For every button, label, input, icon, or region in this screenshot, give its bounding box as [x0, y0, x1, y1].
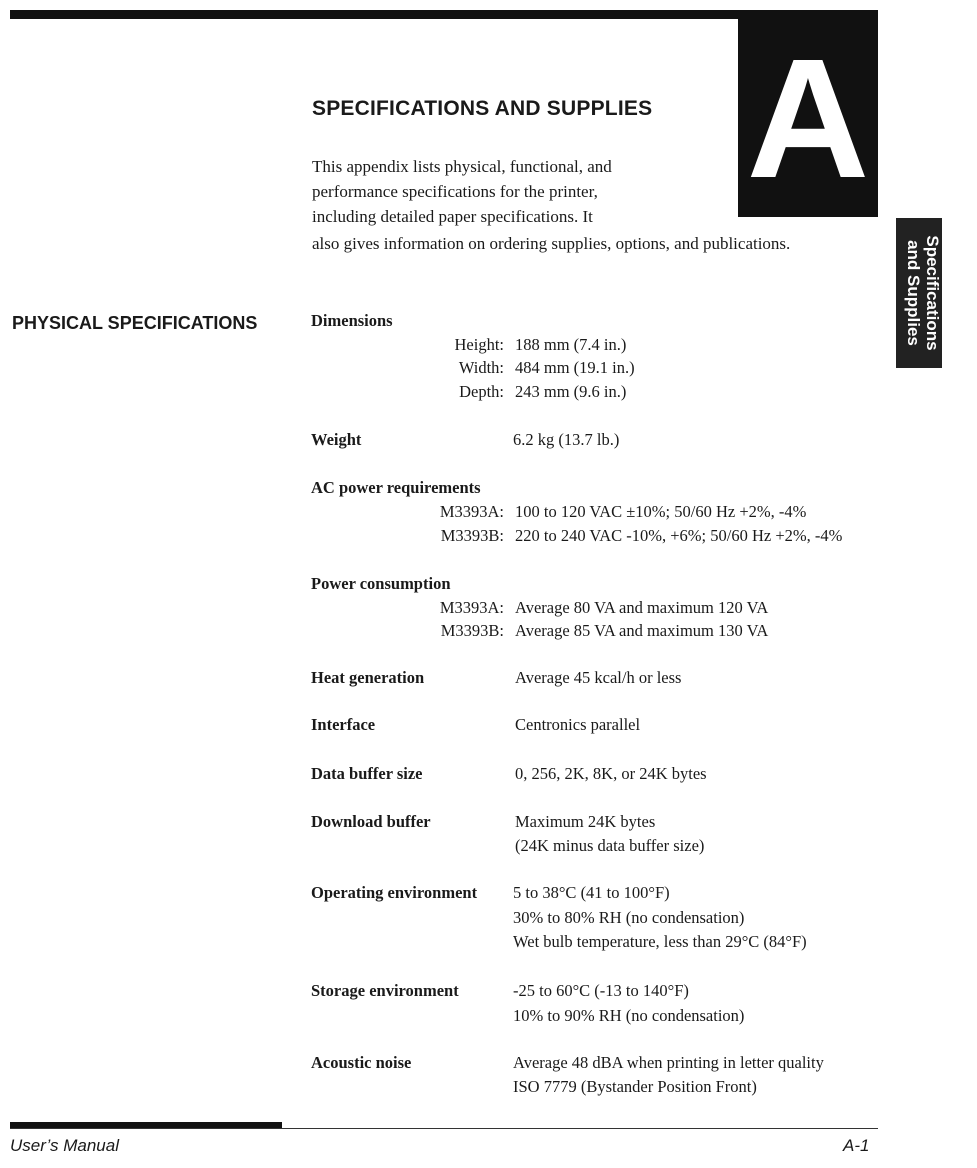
heat-label: Heat generation: [311, 668, 425, 687]
intro-line: This appendix lists physical, functional, and: [312, 157, 612, 176]
power-consumption-label: Power consumption: [311, 574, 451, 593]
dimensions-label: Dimensions: [311, 311, 393, 330]
data-buffer-value: 0, 256, 2K, 8K, or 24K bytes: [515, 764, 707, 783]
intro-line: including detailed paper specifications. It: [312, 207, 593, 226]
height-label: Height:: [454, 335, 504, 354]
heat-value: Average 45 kcal/h or less: [515, 668, 682, 687]
side-thumb-tab: [896, 218, 942, 368]
intro-line: also gives information on ordering supplies, options, and publications.: [312, 234, 791, 253]
weight-label: Weight: [311, 430, 362, 449]
data-buffer-label: Data buffer size: [311, 764, 423, 783]
footer-manual-name: User’s Manual: [10, 1136, 119, 1155]
ac-power-label: AC power requirements: [311, 478, 481, 497]
height-value: 188 mm (7.4 in.): [515, 335, 627, 354]
pc-model-a-value: Average 80 VA and maximum 120 VA: [515, 598, 769, 617]
ac-model-b-label: M3393B:: [440, 526, 504, 545]
page-title: SPECIFICATIONS AND SUPPLIES: [312, 97, 653, 120]
storage-env-label: Storage environment: [311, 981, 459, 1000]
download-buffer-label: Download buffer: [311, 812, 431, 831]
acoustic-value: Average 48 dBA when printing in letter quality: [513, 1053, 824, 1072]
interface-label: Interface: [311, 715, 376, 734]
ac-model-b-value: 220 to 240 VAC -10%, +6%; 50/60 Hz +2%, -4%: [515, 526, 843, 545]
side-tab-line-2: and Supplies: [904, 240, 923, 346]
section-heading: PHYSICAL SPECIFICATIONS: [12, 313, 258, 333]
storage-env-value: -25 to 60°C (-13 to 140°F): [513, 981, 689, 1000]
pc-model-a-label: M3393A:: [439, 598, 504, 617]
weight-value: 6.2 kg (13.7 lb.): [513, 430, 620, 449]
storage-env-value: 10% to 90% RH (no condensation): [513, 1006, 745, 1025]
width-value: 484 mm (19.1 in.): [515, 358, 635, 377]
pc-model-b-label: M3393B:: [440, 621, 504, 640]
width-label: Width:: [458, 358, 504, 377]
operating-env-label: Operating environment: [311, 883, 478, 902]
download-buffer-value: Maximum 24K bytes: [515, 812, 656, 831]
acoustic-label: Acoustic noise: [311, 1053, 412, 1072]
operating-env-value: 30% to 80% RH (no condensation): [513, 908, 745, 927]
operating-env-value: 5 to 38°C (41 to 100°F): [513, 883, 670, 902]
depth-value: 243 mm (9.6 in.): [515, 382, 627, 401]
depth-label: Depth:: [459, 382, 504, 401]
pc-model-b-value: Average 85 VA and maximum 130 VA: [515, 621, 769, 640]
download-buffer-value: (24K minus data buffer size): [515, 836, 705, 855]
intro-line: performance specifications for the printer,: [312, 182, 598, 201]
page-number: A-1: [843, 1136, 870, 1155]
footer-rule: [10, 1128, 878, 1129]
ac-model-a-value: 100 to 120 VAC ±10%; 50/60 Hz +2%, -4%: [515, 502, 807, 521]
operating-env-value: Wet bulb temperature, less than 29°C (84°F): [513, 932, 807, 951]
acoustic-value: ISO 7779 (Bystander Position Front): [513, 1077, 757, 1096]
ac-model-a-label: M3393A:: [439, 502, 504, 521]
interface-value: Centronics parallel: [515, 715, 641, 734]
appendix-letter: A: [746, 24, 870, 214]
side-tab-line-1: Specifications: [923, 235, 942, 351]
